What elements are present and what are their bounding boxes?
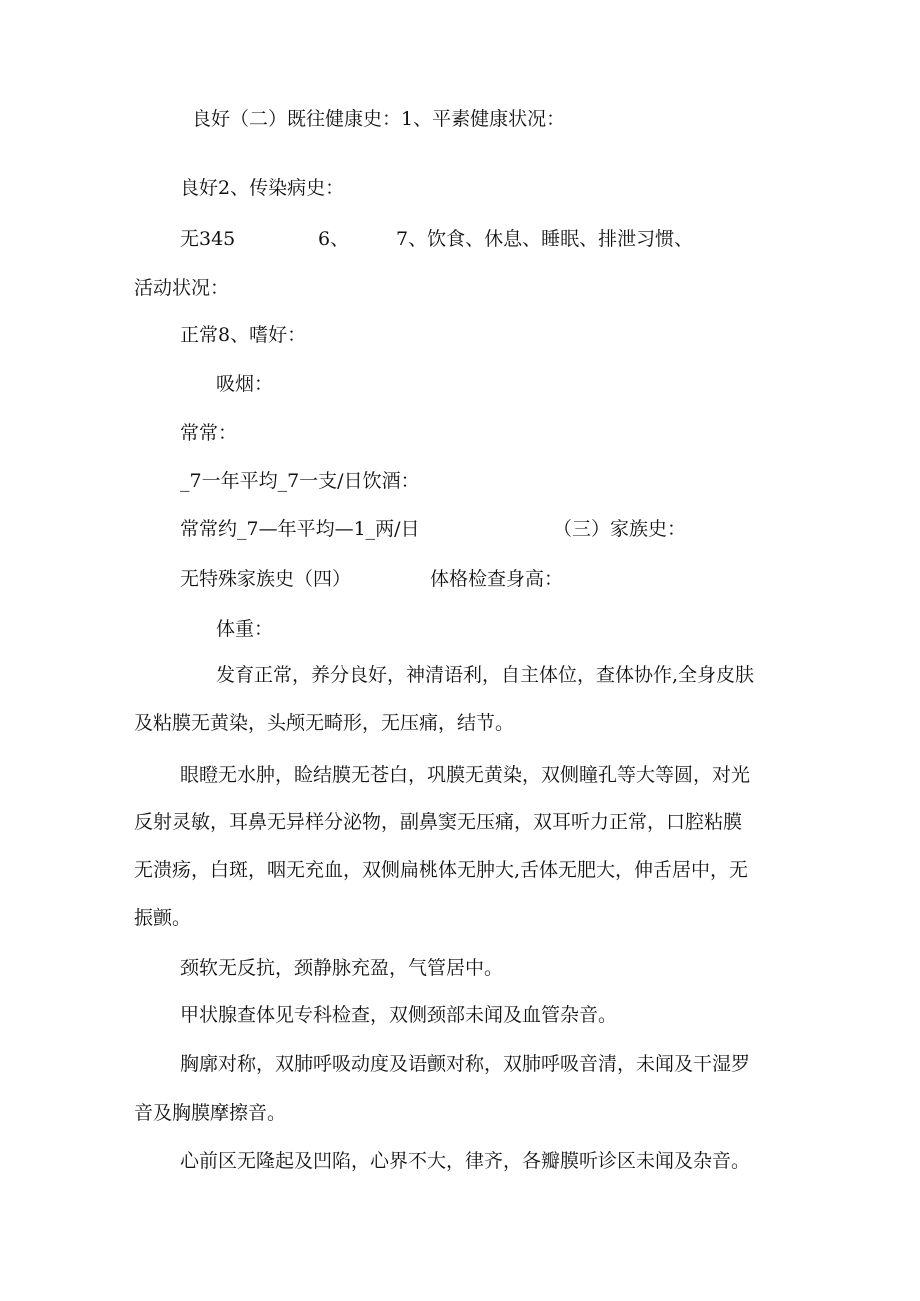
text-line: 心前区无隆起及凹陷，心界不大，律齐，各瓣膜听诊区未闻及杂音。 (180, 1150, 751, 1172)
text-line: 活动状况： (134, 277, 230, 299)
text-line: 发育正常，养分良好，神清语利，自主体位，查体协作,全身皮肤 (216, 664, 755, 686)
text-line: 振颤。 (134, 907, 192, 929)
text-line: 良好（二）既往健康史：1、平素健康状况： (192, 108, 566, 130)
text-line: 反射灵敏，耳鼻无异样分泌物，副鼻窦无压痛，双耳听力正常，口腔粘膜 (134, 811, 743, 833)
text-line: 音及胸膜摩擦音。 (134, 1102, 287, 1124)
text-line: 无溃疡，白斑，咽无充血，双侧扁桃体无肿大,舌体无肥大，伸舌居中，无 (134, 859, 749, 881)
text-line: 体格检查身高： (430, 568, 564, 590)
text-line: 常常： (180, 422, 238, 444)
text-line: 甲状腺查体见专科检查，双侧颈部未闻及血管杂音。 (180, 1004, 618, 1026)
text-line: 无特殊家族史（四） (180, 568, 352, 590)
text-line: 7、饮食、休息、睡眠、排泄习惯、 (396, 228, 694, 250)
text-line: 眼瞪无水肿，睑结膜无苍白，巩膜无黄染，双侧瞳孔等大等圆，对光 (180, 764, 751, 786)
text-line: 常常约_7—年平均—1_两/日 (180, 518, 420, 540)
text-line: _7一年平均_7一支/日饮酒： (180, 470, 420, 492)
text-line: 及粘膜无黄染，头颅无畸形，无压痛，结节。 (134, 712, 515, 734)
text-line: 体重： (216, 618, 274, 640)
text-line: 吸烟： (216, 373, 274, 395)
text-line: 良好2、传染病史： (180, 177, 345, 199)
text-line: 无345 (180, 228, 236, 250)
text-line: （三）家族史： (553, 518, 687, 540)
text-line: 6、 (318, 228, 350, 250)
text-line: 胸廓对称，双肺呼吸动度及语颤对称，双肺呼吸音清，未闻及干湿罗 (180, 1053, 751, 1075)
text-line: 正常8、嗜好： (180, 324, 307, 346)
text-line: 颈软无反抗，颈静脉充盈，气管居中。 (180, 957, 504, 979)
